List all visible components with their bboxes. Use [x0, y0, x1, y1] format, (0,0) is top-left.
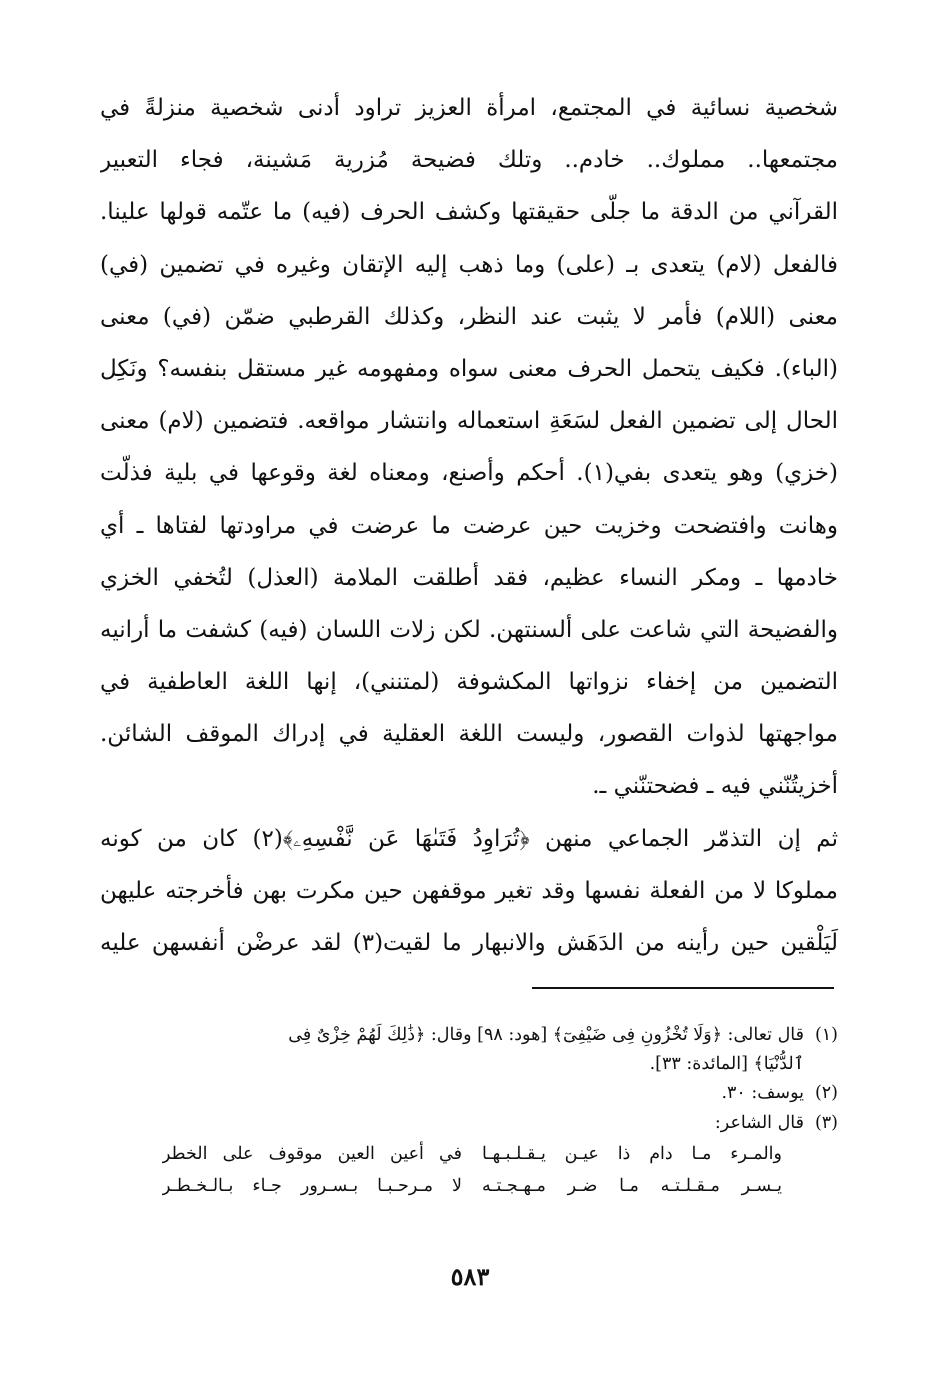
footnote-3 — [100, 1108, 838, 1138]
verse-second-hemistich: لا مـرحـبـا بـسـرور جـاء بـالـخـطـر — [162, 1176, 462, 1196]
poem-verse — [162, 1138, 782, 1170]
text-line: لَيَلْقين حين رأينه من الدَهَش والانبهار ما لقيت(٣) لقد عرضْن أنفسهن عليه — [100, 930, 838, 956]
footnote-separator — [532, 987, 834, 989]
page-number: ٥٨٣ — [450, 1262, 490, 1291]
text-line-paragraph-end: أخزيتُنّني فيه ـ فضحتنّني ـ. — [592, 773, 838, 800]
verse-first-hemistich: يـسـر مـقـلـتـه مـا ضـر مـهـجـتـه — [482, 1176, 782, 1196]
text-line: (الباء). فكيف يتحمل الحرف معنى سواه ومفهومه غير مستقل بنفسه؟ ونَكِل — [100, 355, 838, 382]
text-line: معنى (اللام) فأمر لا يثبت عند النظر، وكذلك القرطبي ضمّن (في) معنى — [100, 303, 838, 330]
text-line: شخصية نسائية في المجتمع، امرأة العزيز تراود أدنى شخصية منزلةً في — [100, 95, 838, 121]
footnote-2 — [100, 1078, 838, 1108]
text-line: فالفعل (لام) يتعدى بـ (على) وما ذهب إليه الإتقان وغيره في تضمين (في) — [100, 251, 838, 278]
footnote-text: يوسف: ٣٠. — [721, 1083, 804, 1103]
text-line: خادمها ـ ومكر النساء عظيم، فقد أطلقت الملامة (العذل) لتُخفي الخزي — [100, 564, 838, 591]
footnote-text: قال الشاعر: — [714, 1113, 804, 1133]
text-line: ثم إن التذمّر الجماعي منهن ﴿تُرَاوِدُ فَتَىٰهَا عَن نَّفْسِهِۦ﴾(٢) كان من كونه — [100, 825, 838, 852]
verse-first-hemistich: والمـرء مـا دام ذا عيـن يـقـلـبـهـا — [482, 1144, 782, 1164]
text-line: مملوكا لا من الفعلة نفسها وقد تغير موقفهن حين مكرت بهن فأخرجته عليهن — [100, 877, 838, 904]
text-line: الحال إلى تضمين الفعل لسَعَةِ استعماله وانتشار مواقعه. فتضمين (لام) معنى — [100, 408, 838, 435]
verse-second-hemistich: في أعين العين موقوف على الخطر — [162, 1144, 462, 1164]
text-line: مواجهتها لذوات القصور، وليست اللغة العقلية في إدراك الموقف الشائن. — [100, 721, 838, 748]
footnote-number: (٣) — [814, 1113, 838, 1133]
footnote-1-continuation: ٱلدُّنْيَا﴾ [المائدة: ٣٣]. — [649, 1054, 804, 1074]
text-line: القرآني من الدقة ما جلّى حقيقتها وكشف الحرف (فيه) ما عتّمه قولها علينا. — [100, 199, 838, 226]
footnote-number: (١) — [814, 1025, 838, 1045]
text-line: (خزي) وهو يتعدى بفي(١). أحكم وأصنع، ومعناه لغة وقوعها في بلية فذلّت — [100, 460, 838, 487]
main-text-block — [100, 82, 838, 969]
poem-verse — [162, 1170, 782, 1202]
footnotes-block — [100, 1020, 838, 1202]
text-line: وهانت وافتضحت وخزيت حين عرضت ما عرضت في مراودتها لفتاها ـ أي — [100, 512, 838, 539]
footnote-1 — [100, 1020, 838, 1050]
footnote-number: (٢) — [814, 1083, 838, 1103]
text-line: التضمين من إخفاء نزواتها المكشوفة (لمتنني)، إنها اللغة العاطفية في — [100, 669, 838, 696]
footnote-text: قال تعالى: ﴿وَلَا تُخْزُونِ فِى ضَيْفِىٓ﴾ [هود: ٩٨] وقال: ﴿ذَٰلِكَ لَهُمْ خِزْىٌ فِى — [288, 1025, 804, 1045]
text-line: مجتمعها.. مملوك.. خادم.. وتلك فضيحة مُزرية مَشينة، فجاء التعبير — [100, 147, 838, 174]
text-line: والفضيحة التي شاعت على ألسنتهن. لكن زلات اللسان (فيه) كشفت ما أرانيه — [100, 616, 838, 643]
poem — [162, 1138, 782, 1202]
